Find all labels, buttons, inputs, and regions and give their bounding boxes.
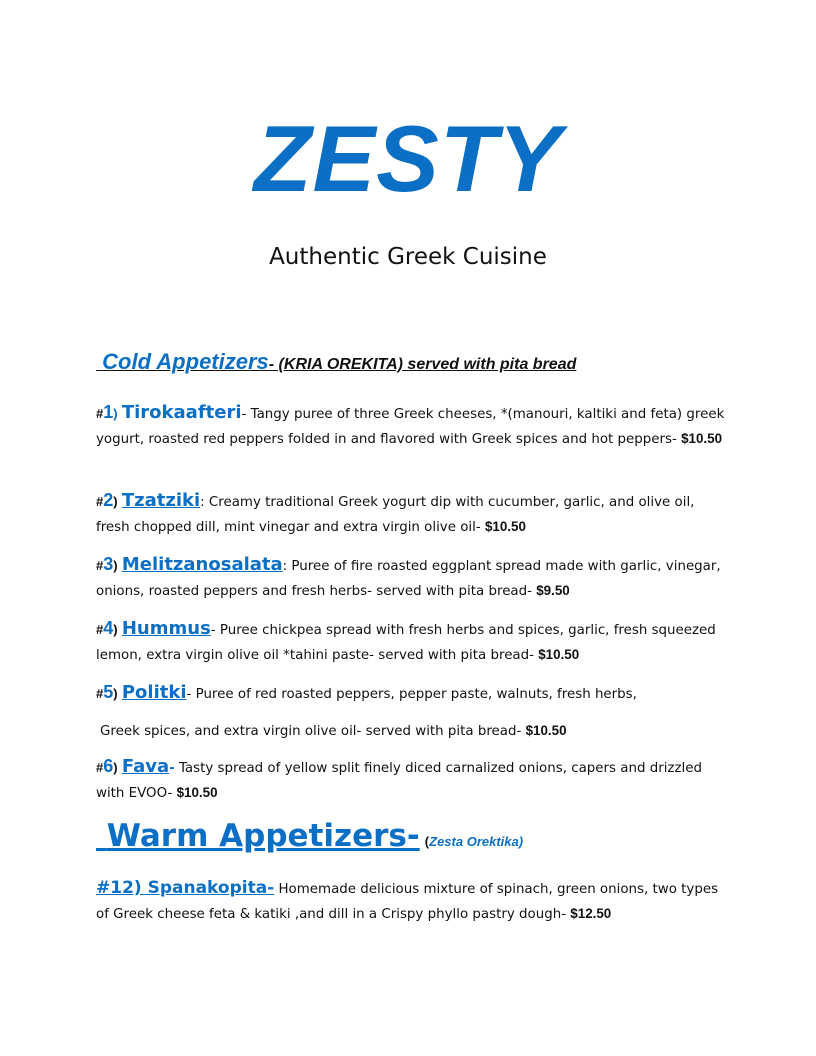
item-description: - Puree of red roasted peppers, pepper paste, walnuts, fresh herbs, bbox=[186, 687, 637, 702]
item-description: Homemade delicious mixture of spinach, green onions, two types of Greek cheese feta & katiki ,and dill in a Crispy phyllo pastry dough- bbox=[96, 882, 719, 922]
menu-item-hummus: #4) Hummus- Puree chickpea spread with fresh herbs and spices, garlic, fresh squeezed lemon, extra virgin olive oil *tahini paste- served with pita bread- $10.50 bbox=[96, 618, 716, 663]
item-description: : Puree of fire roasted eggplant spread made with garlic, vinegar, onions, roasted peppers and fresh herbs- served with pita bread- bbox=[96, 559, 721, 599]
warm-appetizers-title: Warm Appetizers- bbox=[106, 818, 420, 854]
item-name: Melitzanosalata bbox=[121, 554, 283, 575]
warm-appetizers-heading: Warm Appetizers- (Zesta Orektika) bbox=[106, 818, 524, 854]
item-price: $10.50 bbox=[525, 723, 567, 738]
menu-item-melitzanosalata: #3) Melitzanosalata: Puree of fire roasted eggplant spread made with garlic, vinegar, onions, roasted peppers and fresh herbs- served with pita bread- $9.50 bbox=[96, 554, 721, 599]
menu-item-politki: #5) Politki- Puree of red roasted peppers, pepper paste, walnuts, fresh herbs, Greek spices, and extra virgin olive oil- served with pita bread- $10.50 bbox=[96, 680, 726, 744]
item-description: - Tangy puree of three Greek cheeses, *(manouri, kaltiki and feta) greek yogurt, roasted red peppers folded in and flavored with Greek spices and hot peppers- bbox=[96, 407, 725, 447]
item-name: Politki bbox=[121, 682, 187, 703]
restaurant-logo: ZESTY bbox=[254, 106, 562, 211]
item-price: $10.50 bbox=[681, 431, 723, 446]
item-price: $10.50 bbox=[538, 647, 580, 662]
warm-appetizers-subtitle: Zesta Orektika) bbox=[429, 834, 524, 849]
item-name: #12) Spanakopita- bbox=[96, 878, 275, 898]
item-price: $10.50 bbox=[176, 785, 218, 800]
item-description: Tasty spread of yellow split finely diced carnalized onions, capers and drizzled with EVOO- bbox=[96, 761, 702, 801]
item-name: Hummus bbox=[121, 618, 211, 639]
item-name: Tirokaafteri bbox=[121, 402, 242, 423]
item-name: Tzatziki bbox=[121, 490, 201, 511]
item-description: - Puree chickpea spread with fresh herbs and spices, garlic, fresh squeezed lemon, extra virgin olive oil *tahini paste- served with pita bread- bbox=[96, 623, 716, 663]
item-price: $12.50 bbox=[570, 906, 612, 921]
item-price: $9.50 bbox=[536, 583, 570, 598]
menu-item-tirokaafteri: #1) Tirokaafteri- Tangy puree of three Greek cheeses, *(manouri, kaltiki and feta) greek yogurt, roasted red peppers folded in and flavored with Greek spices and hot peppers- $10.50 bbox=[96, 402, 725, 447]
cold-appetizers-heading bbox=[96, 349, 576, 375]
menu-item-fava: #6) Fava- Tasty spread of yellow split finely diced carnalized onions, capers and drizzled with EVOO- $10.50 bbox=[96, 756, 702, 801]
item-description-continued: Greek spices, and extra virgin olive oil- served with pita bread- $10.50 bbox=[100, 723, 567, 739]
menu-item-tzatziki: #2) Tzatziki: Creamy traditional Greek yogurt dip with cucumber, garlic, and olive oil, fresh chopped dill, mint vinegar and extra virgin olive oil- $10.50 bbox=[96, 490, 695, 535]
cold-appetizers-subtitle: - (KRIA OREKITA) served with pita bread bbox=[268, 356, 577, 373]
item-name: Fava bbox=[121, 756, 170, 777]
item-description: : Creamy traditional Greek yogurt dip with cucumber, garlic, and olive oil, fresh chopped dill, mint vinegar and extra virgin olive oil- bbox=[96, 495, 695, 535]
cold-appetizers-title: Cold Appetizers bbox=[102, 349, 269, 374]
item-price: $10.50 bbox=[484, 519, 526, 534]
tagline: Authentic Greek Cuisine bbox=[269, 244, 547, 270]
menu-item-spanakopita bbox=[96, 876, 726, 927]
